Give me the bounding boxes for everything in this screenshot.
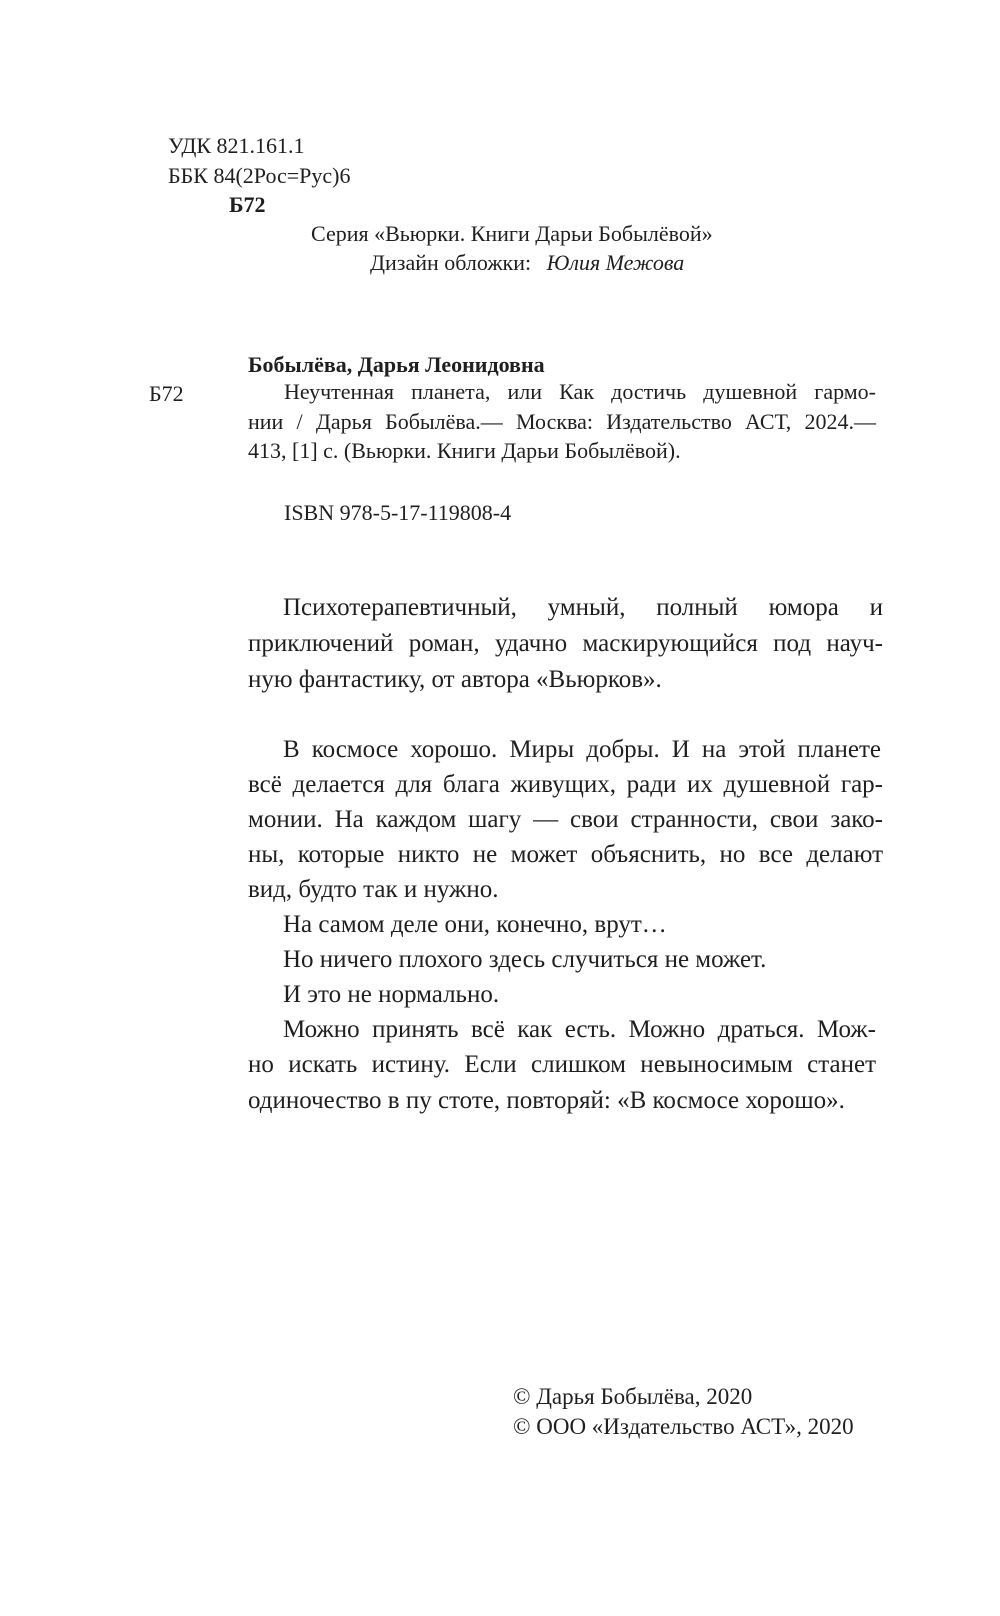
annotation-line: Неучтенная планета, или Как достичь душевной гармо- xyxy=(284,379,876,404)
bbk-code: ББК 84(2Рос=Рус)6 xyxy=(168,163,351,188)
cover-designer-name: Юлия Межова xyxy=(546,250,685,275)
description-line: одиночество в пу стоте, повторяй: «В космосе хорошо». xyxy=(248,1087,845,1114)
copyright-author: © Дарья Бобылёва, 2020 xyxy=(513,1384,753,1409)
cover-design-label: Дизайн обложки: xyxy=(370,250,532,275)
author-mark-top: Б72 xyxy=(229,192,266,217)
description-line: всё делается для блага живущих, ради их душевной гар- xyxy=(248,771,883,798)
description-line: приключений роман, удачно маскирующийся под науч- xyxy=(248,630,883,657)
annotation-line: нии / Дарья Бобылёва.— Москва: Издательство АСТ, 2024.— xyxy=(248,409,876,434)
udk-code: УДК 821.161.1 xyxy=(168,133,305,158)
copyright-publisher: © ООО «Издательство АСТ», 2020 xyxy=(513,1414,854,1439)
description-line: монии. На каждом шагу — свои странности, свои зако- xyxy=(248,806,883,833)
record-author: Бобылёва, Дарья Леонидовна xyxy=(248,352,545,377)
description-line: Можно принять всё как есть. Можно драться. Мож- xyxy=(283,1016,876,1043)
description-line: ную фантастику, от автора «Вьюрков». xyxy=(248,666,662,693)
annotation-line: 413, [1] с. (Вьюрки. Книги Дарьи Бобылёвой). xyxy=(248,438,681,463)
description-line: И это не нормально. xyxy=(283,981,500,1008)
description-line: ны, которые никто не может объяснить, но все делают xyxy=(248,841,883,868)
description-line: На самом деле они, конечно, врут… xyxy=(283,911,667,938)
author-mark-side: Б72 xyxy=(149,381,184,406)
description-line: Психотерапевтичный, умный, полный юмора и xyxy=(283,594,883,621)
cover-design-line xyxy=(370,250,684,276)
description-line: но искать истину. Если слишком невыносимым станет xyxy=(248,1051,876,1078)
description-line: В космосе хорошо. Миры добры. И на этой планете xyxy=(283,736,881,763)
description-line: вид, будто так и нужно. xyxy=(248,876,499,903)
description-line: Но ничего плохого здесь случиться не может. xyxy=(283,946,767,973)
isbn: ISBN 978-5-17-119808-4 xyxy=(284,500,512,525)
series-line: Серия «Вьюрки. Книги Дарьи Бобылёвой» xyxy=(311,221,713,246)
